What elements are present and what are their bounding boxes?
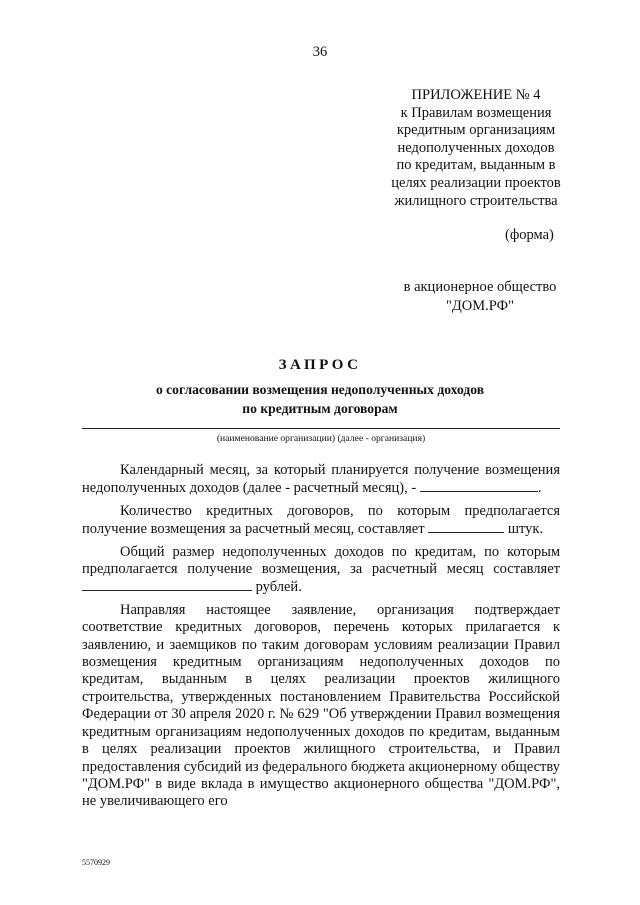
contracts-count-blank-field[interactable] (428, 520, 504, 533)
paragraph-contracts-count (82, 503, 560, 539)
appendix-line: по кредитам, выданным в (396, 157, 556, 174)
addressee (380, 278, 580, 316)
month-blank-field[interactable] (420, 479, 538, 492)
unit-label: рублей. (255, 579, 302, 596)
appendix-line: кредитным организациям (396, 122, 556, 139)
paragraph-calendar-month (82, 462, 560, 498)
paragraph-confirmation: Направляя настоящее заявление, организация подтверждает соответствие кредитных договоров, перечень которых прилагается к заявлению, и заемщиков по таким договорам условиям реализации Правил возмещения кредитным организациям недополученных доходов по кредитам, выданным в целях реализации проектов жилищного строительства, утвержденных постановлением Правительства Российской Федерации от 30 апреля 2020 г. № 629 "Об утверждении Правил возмещения кредитным организациям недополученных доходов по кредитам, выданным в целях реализации проектов жилищного строительства, и Правил предоставления субсидий из федерального бюджета акционерному обществу "ДОМ.РФ" в виде вклада в имущество акционерного общества "ДОМ.РФ", не увеличивающего его (82, 601, 560, 810)
paragraph-total-amount (82, 544, 560, 597)
amount-blank-field[interactable] (82, 578, 252, 591)
subtitle-line: по кредитным договорам (242, 400, 398, 416)
unit-label: штук. (507, 521, 544, 538)
document-title: ЗАПРОС (278, 357, 362, 373)
addressee-line: в акционерное общество (403, 279, 557, 295)
appendix-line: жилищного строительства (394, 192, 558, 209)
subtitle-line: о согласовании возмещения недополученных доходов (155, 382, 485, 397)
document-body (82, 462, 560, 816)
paragraph-text: Количество кредитных договоров, по которым предполагается получение возмещения за расчетный месяц, составляет (82, 502, 560, 538)
paragraph-end: . (537, 480, 542, 497)
paragraph-text: Общий размер недополученных доходов по кредитам, по которым предполагается получение возмещения, за расчетный месяц составляет (82, 543, 560, 578)
paragraph-text: Календарный месяц, за который планируется получение возмещения недополученных доходов (далее - расчетный месяц), - (82, 462, 560, 497)
appendix-line: ПРИЛОЖЕНИЕ № 4 (411, 87, 541, 103)
page-number: 36 (312, 44, 328, 60)
organization-name-field[interactable] (82, 428, 560, 429)
appendix-header (376, 87, 576, 210)
organization-name-caption: (наименование организации) (далее - организация) (216, 433, 426, 444)
form-mark: (форма) (505, 227, 554, 243)
document-subtitle (0, 381, 640, 418)
document-id: 5570929 (82, 858, 110, 867)
addressee-name: "ДОМ.РФ" (446, 298, 514, 314)
appendix-line: целях реализации проектов (391, 174, 561, 191)
appendix-line: к Правилам возмещения (400, 104, 552, 121)
appendix-line: недополученных доходов (397, 139, 555, 156)
